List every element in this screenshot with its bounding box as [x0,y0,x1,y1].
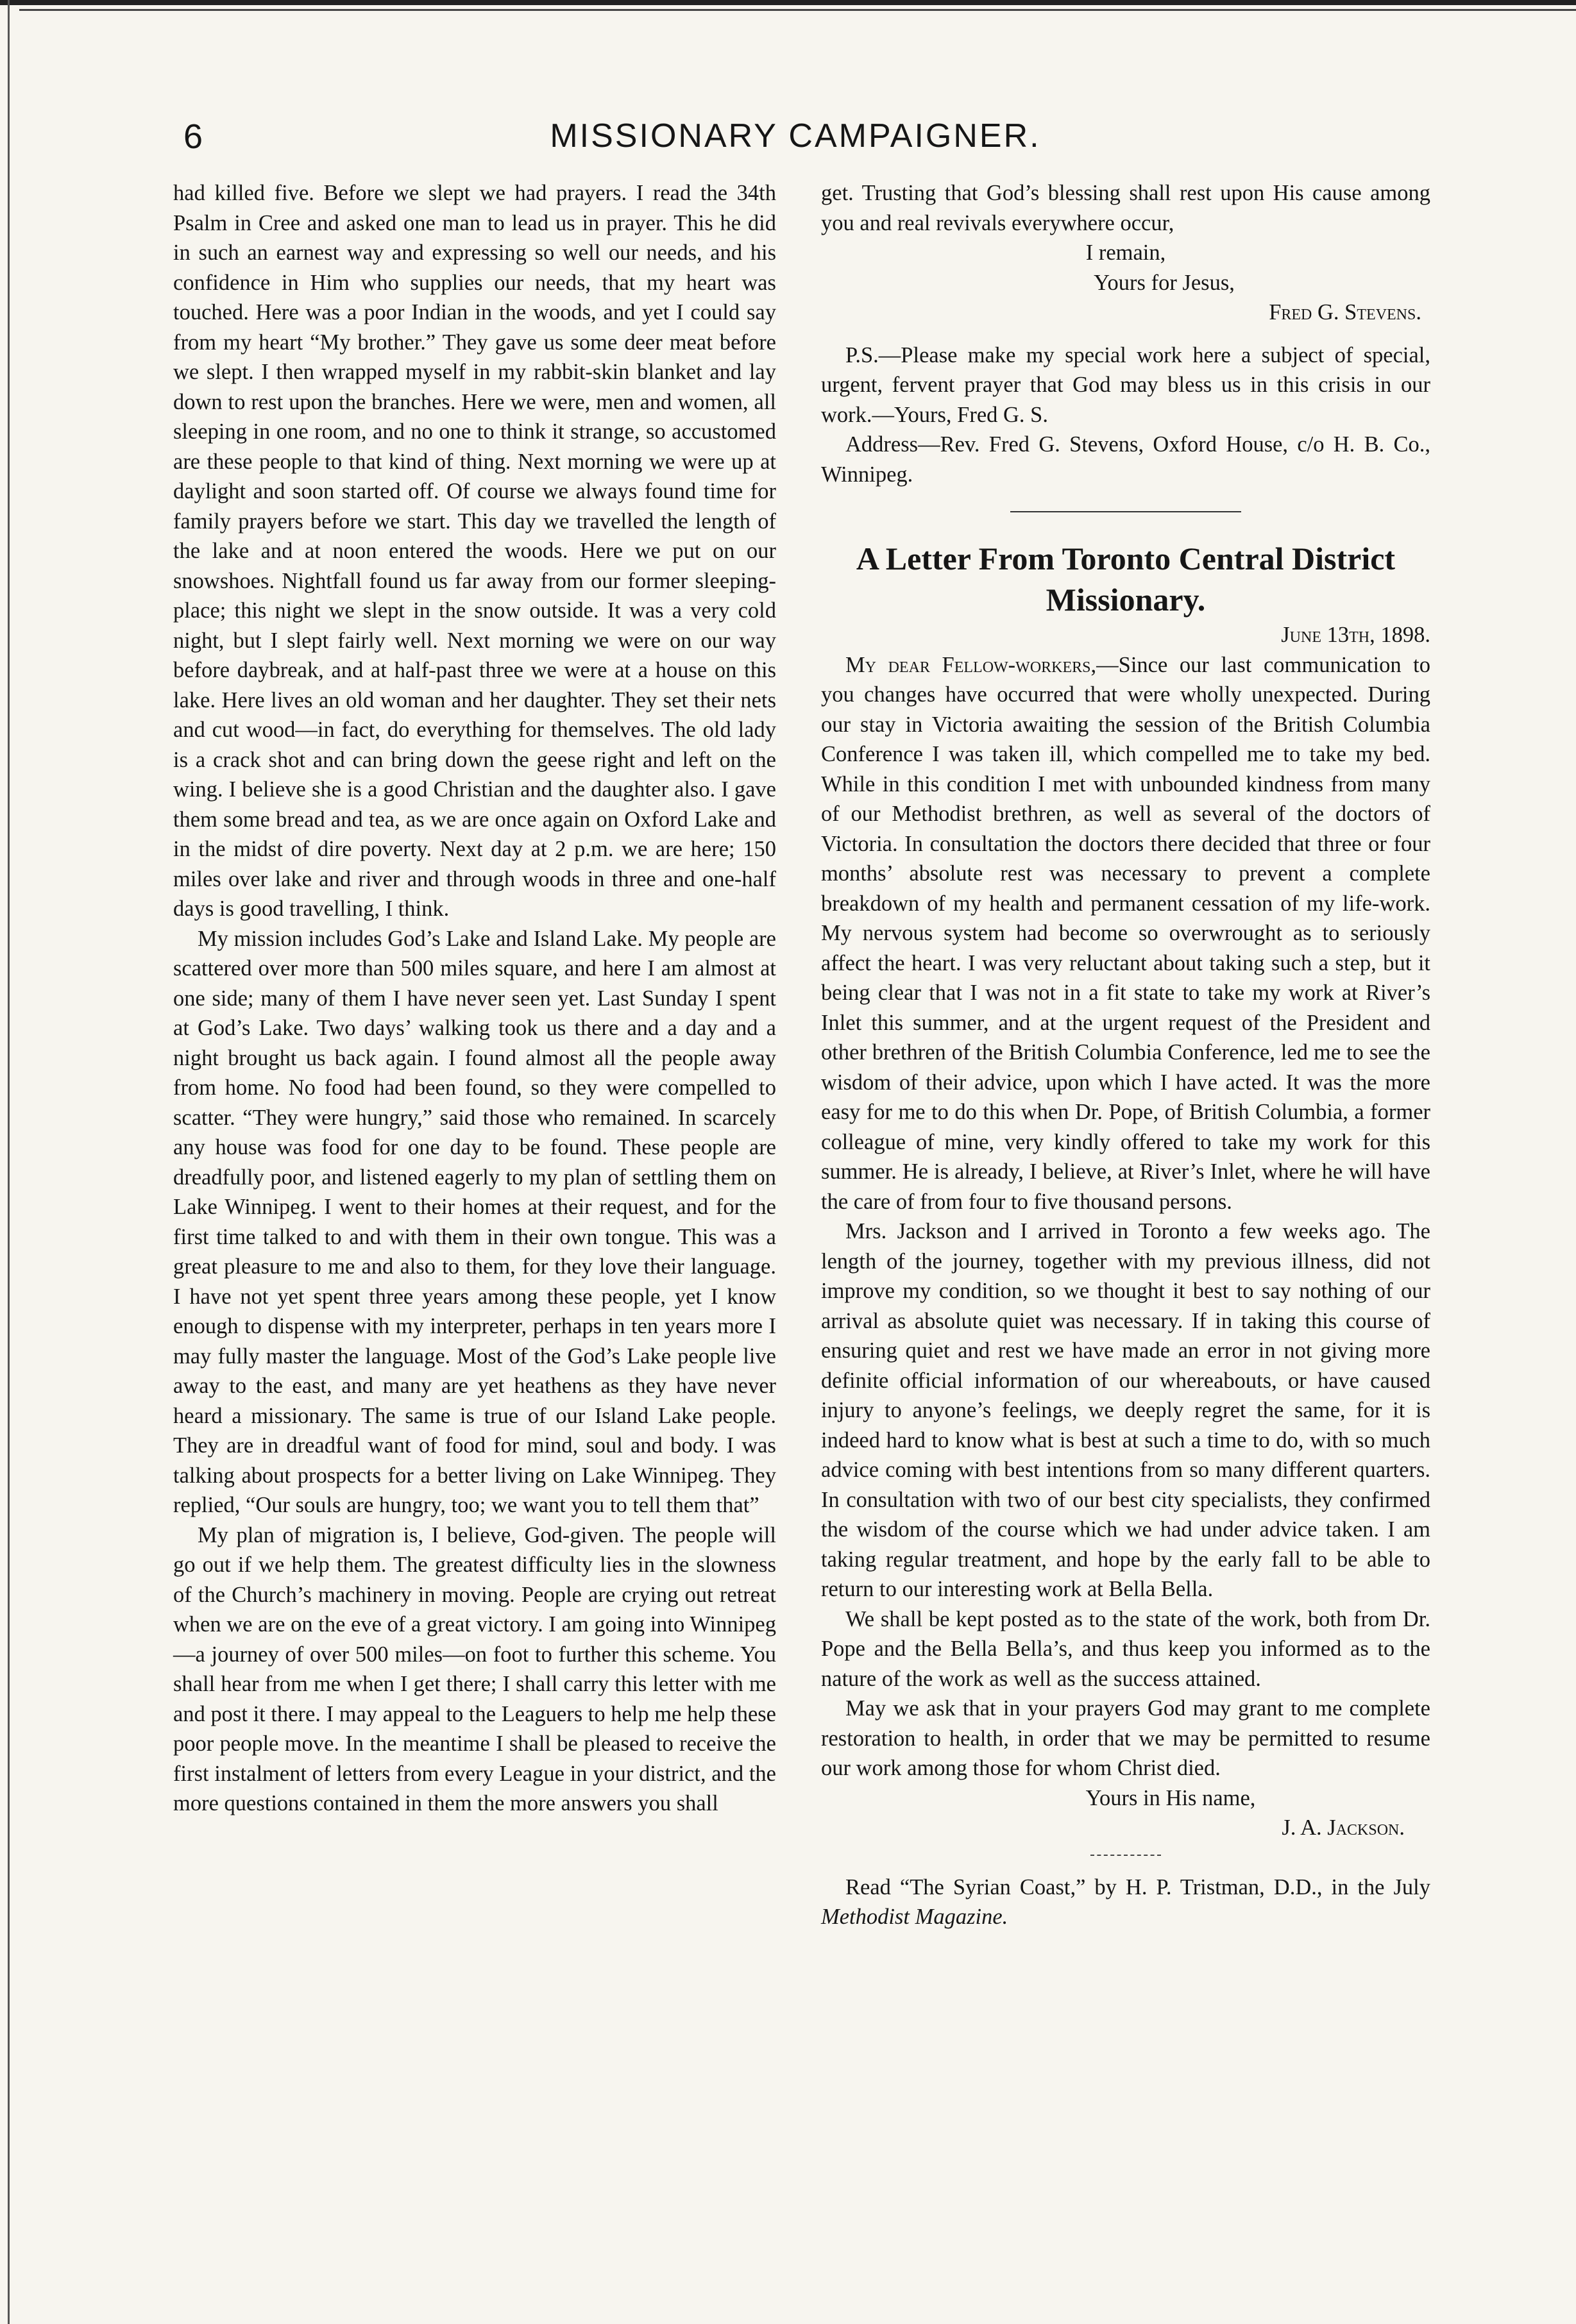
article-body-4: May we ask that in your prayers God may grant to me complete restoration to health, in order that we may be permitted to resume our work among those for whom Christ died. [821,1696,1430,1780]
left-paragraph-2: My mission includes God’s Lake and Island Lake. My people are scattered over more than 500 miles square, and here I am almost at one side; many of them I have never seen yet. Last Sunday I spent at God’s Lake. Two days’ walking took us there and a day and a night brought us back again. I found almost all the people away from home. No food had been found, so they were compelled to scatter. “They were hungry,” said those who remained. In scarcely any house was food for one day to be found. These people are dreadfully poor, and listened eagerly to my plan of settling them on Lake Winnipeg. I went to their homes at their request, and for the first time talked to and with them in their own tongue. This was a great pleasure to me and also to them, for they love their language. I have not yet spent three years among these people, yet I know enough to dispense with my interpreter, perhaps in ten years more I may fully master the language. Most of the God’s Lake people live away to the east, and many are yet heathens as they have never heard a missionary. The same is true of our Island Lake people. They are in dreadful want of food for mind, soul and body. I was talking about prospects for a better living on Lake Winnipeg. They replied, “Our souls are hungry, too; we want you to tell them that” [173,926,776,1517]
section-divider [1010,511,1241,512]
magazine-name: Methodist Magazine. [821,1905,1008,1929]
signature-jackson: J. A. Jackson. [1282,1815,1405,1840]
signature-stevens: Fred G. Stevens. [1269,300,1421,324]
article-title: A Letter From Toronto Central District Missionary. [856,541,1396,618]
notice-divider [1090,1855,1161,1856]
letter-yours: Yours for Jesus, [1094,270,1235,295]
letter-remain: I remain, [1085,240,1166,265]
letter-continuation: get. Trusting that God’s blessing shall rest upon His cause among you and real revivals everywhere occur, [821,181,1430,235]
page-number: 6 [183,117,203,156]
closing-line: Yours in His name, [1085,1785,1256,1810]
article-body-2: Mrs. Jackson and I arrived in Toronto a few weeks ago. The length of the journey, together with my previous illness, did not improve my condition, so we thought it best to say nothing of our arrival as absolute quiet was necessary. If in taking this course of ensuring quiet and rest we have made an error in not giving more definite official information of our whereabouts, or have caused injury to anyone’s feelings, we deeply regret the same, for it is indeed hard to know what is best at such a time to do, with so much advice coming with best intentions from so many different quarters. In consultation with two of our best city specialists, they confirmed the wisdom of the course which we had under advice taken. I am taking regular treatment, and hope by the early fall to be able to return to our interesting work at Bella Bella. [821,1219,1430,1601]
article-body-1-text: —Since our last communication to you changes have occurred that were wholly unexpected. During our stay in Victoria awaiting the session of the British Columbia Conference I was taken ill, which compelled me to take my bed. While in this condition I met with unbounded kindness from many of our Methodist brethren, as well as several of the doctors of Victoria. In consultation the doctors there decided that three or four months’ absolute rest was necessary to prevent a complete breakdown of my health and permanent cessation of my life-work. My nervous system had become so overwrought as to seriously affect the heart. I was very reluctant about taking such a step, but it being clear that I was not in a fit state to take my work at River’s Inlet this summer, and at the urgent request of the President and other brethren of the British Columbia Conference, led me to see the wisdom of their advice, upon which I have acted. It was the more easy for me to do this when Dr. Pope, of British Columbia, a former colleague of mine, very kindly offered to take my work for this summer. He is already, I believe, at River’s Inlet, where he will have the care of from four to five thousand persons. [821,652,1431,1214]
article-body-1 [821,650,1430,1217]
salutation: My dear Fellow-workers, [845,652,1097,677]
reading-notice [821,1873,1430,1932]
publication-title: MISSIONARY CAMPAIGNER. [550,117,1041,155]
top-border-rule-secondary [19,9,1576,11]
page-header [173,114,1418,165]
reading-notice-text: Read “The Syrian Coast,” by H. P. Tristman, D.D., in the July [845,1874,1430,1899]
article-date: June 13th, 1898. [1281,623,1430,647]
left-column [173,178,776,1819]
top-border-rule [0,0,1576,5]
right-column [821,178,1430,1932]
address-line: Address—Rev. Fred G. Stevens, Oxford House, c/o H. B. Co., Winnipeg. [821,432,1430,487]
left-paragraph-1: had killed five. Before we slept we had prayers. I read the 34th Psalm in Cree and asked one man to lead us in prayer. This he did in such an earnest way and expressing so well our needs, and his confidence in Him who supplies our needs, that my heart was touched. Here was a poor Indian in the woods, and yet I could say from my heart “My brother.” They gave us some deer meat before we slept. I then wrapped myself in my rabbit-skin blanket and lay down to rest upon the branches. Here we were, men and women, all sleeping in one room, and no one to think it strange, so accustomed are these people to that kind of thing. Next morning we were up at daylight and soon started off. Of course we always found time for family prayers before we start. This day we travelled the length of the lake and at noon entered the woods. Here we put on our snowshoes. Nightfall found us far away from our former sleeping-place; this night we slept in the snow outside. It was a very cold night, but I slept fairly well. Next morning we were on our way before daybreak, and at half-past three we were at a house on this lake. Here lives an old woman and her daughter. They set their nets and cut wood—in fact, do everything for themselves. The old lady is a crack shot and can bring down the geese right and left on the wing. I believe she is a good Christian and the daughter also. I gave them some bread and tea, as we are once again on Oxford Lake and in the midst of dire poverty. Next day at 2 p.m. we are here; 150 miles over lake and river and through woods in three and one-half days is good travelling, I think. [173,181,776,921]
page-left-edge [8,0,10,2324]
article-body-3: We shall be kept posted as to the state of the work, both from Dr. Pope and the Bella Bella’s, and thus keep you informed as to the nature of the work as well as the success attained. [821,1606,1430,1691]
postscript: P.S.—Please make my special work here a subject of special, urgent, fervent prayer that God may bless us in this crisis in our work.—Yours, Fred G. S. [821,342,1430,427]
left-paragraph-3: My plan of migration is, I believe, God-given. The people will go out if we help them. The greatest difficulty lies in the slowness of the Church’s machinery in moving. People are crying out retreat when we are on the eve of a great victory. I am going into Winnipeg—a journey of over 500 miles—on foot to further this scheme. You shall hear from me when I get there; I shall carry this letter with me and post it there. I may appeal to the Leaguers to help me help these poor people move. In the meantime I shall be pleased to receive the first instalment of letters from every League in your district, and the more questions contained in them the more answers you shall [173,1522,776,1815]
